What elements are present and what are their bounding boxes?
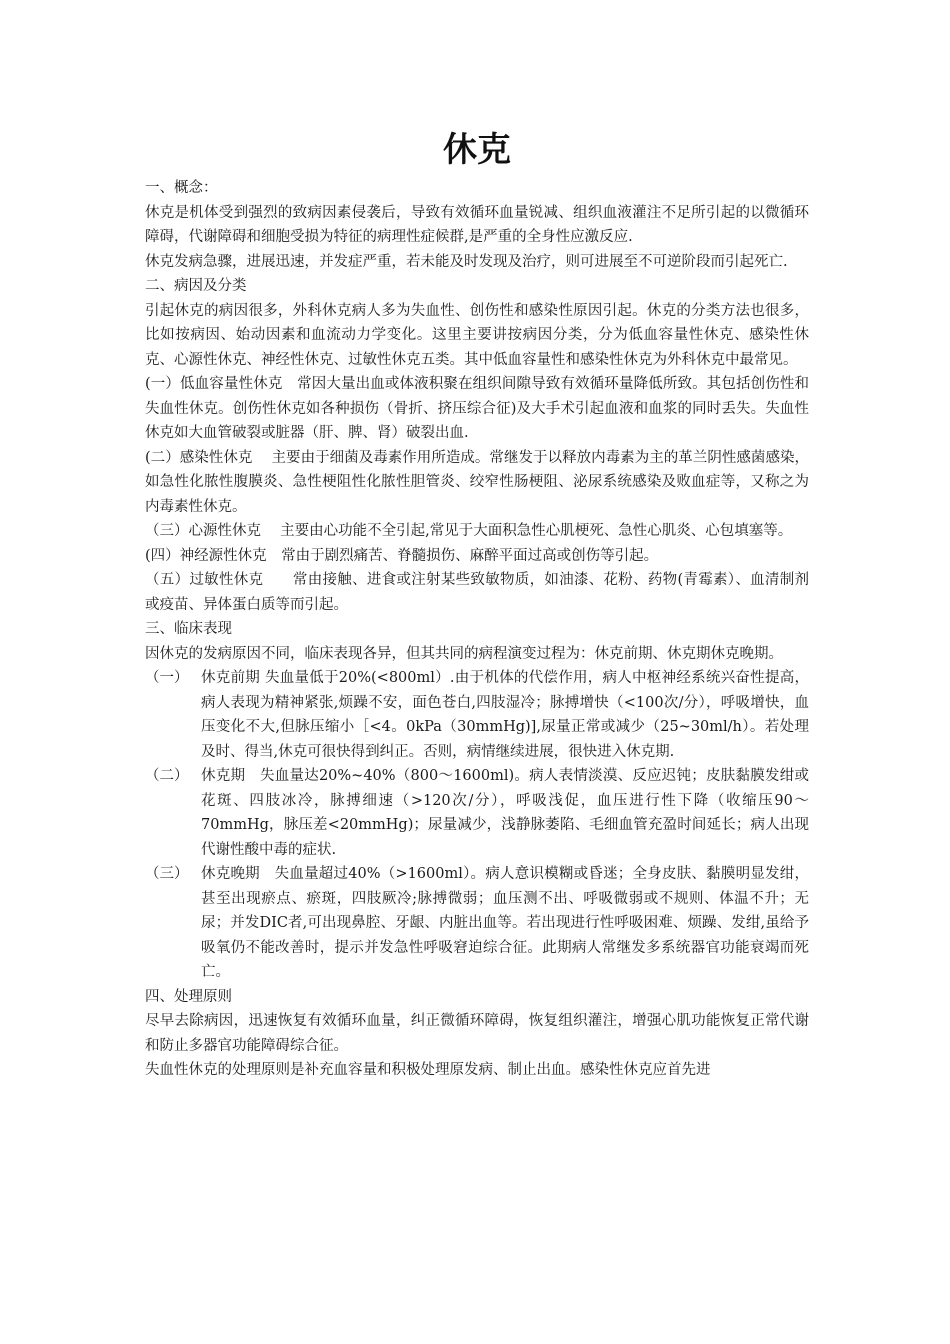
clinical-stage-early: [145, 666, 809, 764]
clinical-stage-late: [145, 862, 809, 985]
shock-type-neurogenic: (四）神经源性休克 常由于剧烈痛苦、脊髓损伤、麻醉平面过高或创伤等引起。: [145, 547, 659, 564]
document-page: [145, 0, 809, 1083]
stage-number: （一）: [145, 670, 189, 686]
section-heading-etiology: 二、病因及分类: [145, 278, 247, 294]
section-heading-clinical: 三、临床表现: [145, 621, 232, 637]
document-title: 休克: [443, 130, 511, 170]
clinical-stage-shock: [145, 764, 809, 862]
shock-type-cardiogenic: （三）心源性休克 主要由心功能不全引起,常见于大面积急性心肌梗死、急性心肌炎、心包填塞等。: [145, 523, 793, 539]
stage-description: 休克期 失血量达20%~40%（800～1600ml)。病人表情淡漠、反应迟钝；皮肤黏膜发绀或花斑、四肢冰冷，脉搏细速（>120次/分），呼吸浅促，血压进行性下降（收缩压90～70mmHg，脉压差<20mmHg)；尿量减少，浅静脉萎陷、毛细血管充盈时间延长；病人出现代谢性酸中毒的症状.: [201, 768, 809, 858]
section-heading-concept: 一、概念：: [145, 180, 218, 196]
stage-number: （三）: [145, 866, 189, 882]
treatment-paragraph: 尽早去除病因，迅速恢复有效循环血量，纠正微循环障碍，恢复组织灌注，增强心肌功能恢复正常代谢和防止多器官功能障碍综合征。: [145, 1013, 809, 1054]
shock-type-hypovolemic: (一）低血容量性休克 常因大量出血或体液积聚在组织间隙导致有效循环量降低所致。其包括创伤性和失血性休克。创伤性休克如各种损伤（骨折、挤压综合征)及大手术引起血液和血浆的同时丢失。失血性休克如大血管破裂或脏器（肝、脾、肾）破裂出血.: [145, 376, 809, 441]
shock-type-anaphylactic: （五）过敏性休克 常由接触、进食或注射某些致敏物质，如油漆、花粉、药物(青霉素）、血清制剂或疫苗、异体蛋白质等而引起。: [145, 572, 809, 613]
section-heading-treatment: 四、处理原则: [145, 988, 232, 1005]
clinical-intro: 因休克的发病原因不同，临床表现各异，但其共同的病程演变过程为：休克前期、休克期休克晚期。: [145, 645, 783, 662]
etiology-intro: 引起休克的病因很多，外科休克病人多为失血性、创伤性和感染性原因引起。休克的分类方法也很多，比如按病因、始动因素和血流动力学变化。这里主要讲按病因分类，分为低血容量性休克、感染性休克、心源性休克、神经性休克、过敏性休克五类。其中低血容量性和感染性休克为外科休克中最常见。: [145, 302, 809, 368]
stage-number: （二）: [145, 768, 189, 784]
shock-type-septic: (二）感染性休克 主要由于细菌及毒素作用所造成。常继发于以释放内毒素为主的革兰阴性感菌感染，如急性化脓性腹膜炎、急性梗阻性化脓性胆管炎、绞窄性肠梗阻、泌尿系统感染及败血症等，又称之为内毒素性休克。: [145, 449, 809, 515]
stage-description: 休克晚期 失血量超过40%（>1600ml）。病人意识模糊或昏迷；全身皮肤、黏膜明显发绀，甚至出现瘀点、瘀斑，四肢厥冷;脉搏微弱；血压测不出、呼吸微弱或不规则、体温不升；无尿；并发DIC者,可出现鼻腔、牙龈、内脏出血等。若出现进行性呼吸困难、烦躁、发绀,虽给予吸氧仍不能改善时，提示并发急性呼吸窘迫综合征。此期病人常继发多系统器官功能衰竭而死亡。: [201, 866, 809, 980]
concept-paragraph: 休克发病急骤，进展迅速，并发症严重，若未能及时发现及治疗，则可进展至不可逆阶段而引起死亡.: [145, 253, 788, 270]
stage-description: 休克前期 失血量低于20%(<800ml）.由于机体的代偿作用，病人中枢神经系统兴奋性提高，病人表现为精神紧张,烦躁不安，面色苍白,四肢湿冷；脉搏增快（<100次/分），呼吸增快，血压变化不大,但脉压缩小［<4。0kPa（30mmHg)],尿量正常或减少（25~30ml/h）。若处理及时、得当,休克可很快得到纠正。否则，病情继续进展，很快进入休克期.: [201, 670, 809, 760]
concept-paragraph: 休克是机体受到强烈的致病因素侵袭后，导致有效循环血量锐减、组织血液灌注不足所引起的以微循环障碍，代谢障碍和细胞受损为特征的病理性症候群,是严重的全身性应激反应.: [145, 204, 809, 245]
treatment-paragraph: 失血性休克的处理原则是补充血容量和积极处理原发病、制止出血。感染性休克应首先进: [145, 1062, 711, 1078]
